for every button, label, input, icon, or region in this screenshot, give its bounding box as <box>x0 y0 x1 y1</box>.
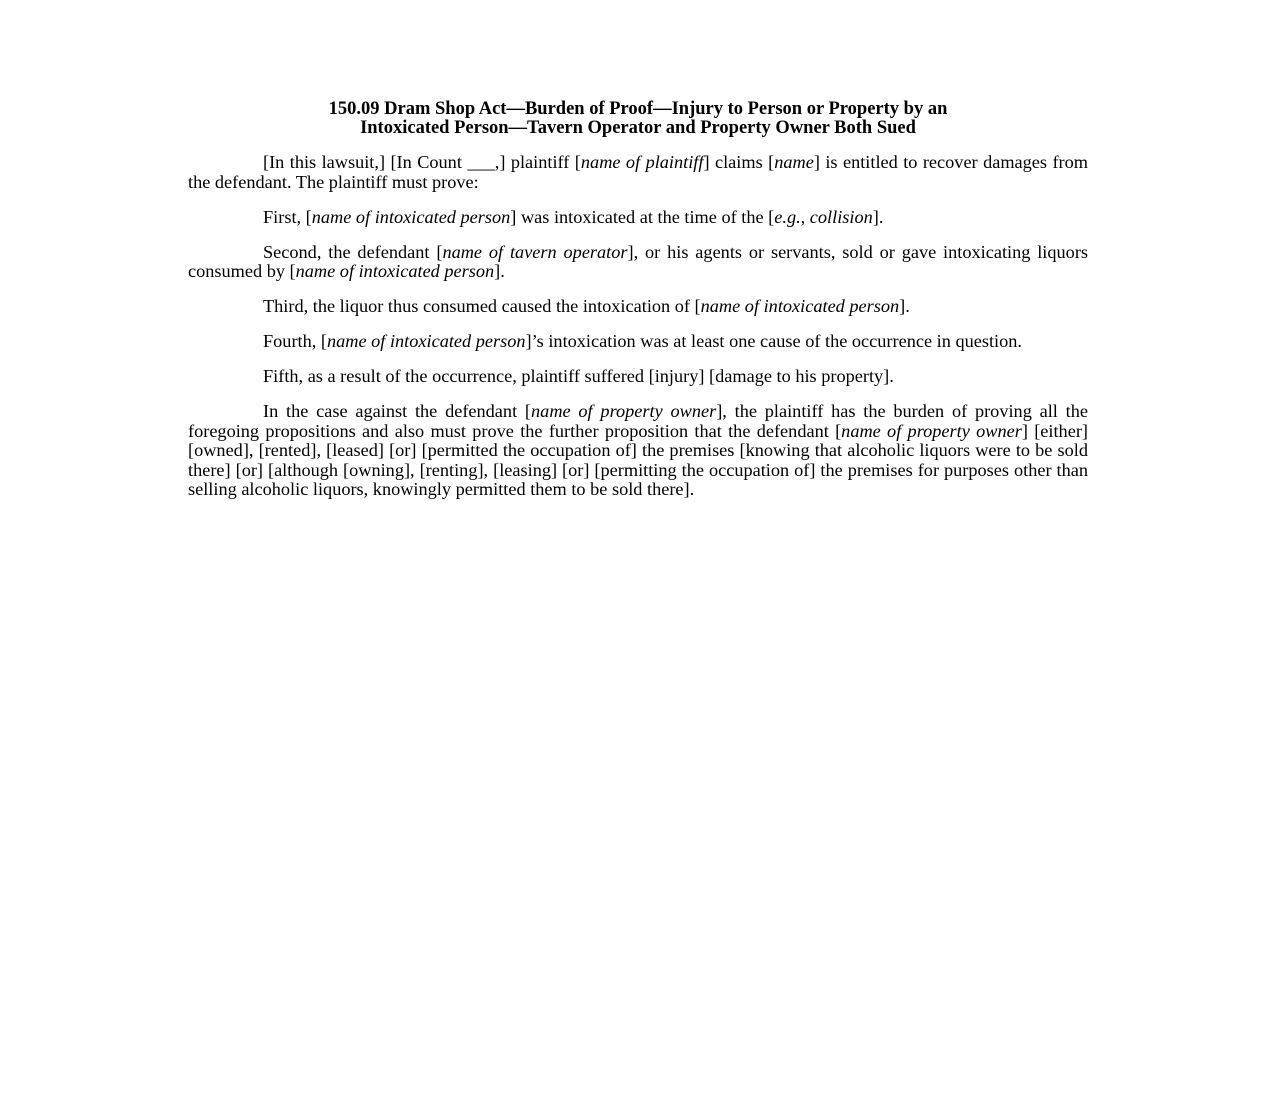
text: Fourth, [ <box>263 331 327 351</box>
text: [In this lawsuit,] [In Count ___,] plaintiff [ <box>263 152 581 172</box>
text: ] is entitled to recover damages from the defendant. The plaintiff must prove: <box>188 152 1088 192</box>
text: ] [either] [owned], [rented], [leased] [or] [permitted the occupation of] the premises [knowing that alcoholic liquors were to be sold there] [or] [although [owning], [renting], [leasing] [or] [permitting the occupation of] the premises for purposes other than selling alcoholic liquors, knowingly permitted them to be sold there]. <box>188 420 1088 499</box>
text: ], or his agents or servants, sold or gave intoxicating liquors consumed by [ <box>188 241 1089 281</box>
paragraph-second <box>188 243 1088 282</box>
title-line-1: 150.09 Dram Shop Act—Burden of Proof—Injury to Person or Property by an <box>328 99 948 119</box>
placeholder-text: name of intoxicated person <box>311 206 511 227</box>
paragraph-fourth <box>188 332 1088 352</box>
text: ], the plaintiff has the burden of proving all the foregoing propositions and also must prove the further proposition that the defendant [ <box>188 401 1089 441</box>
text: Fifth, as a result of the occurrence, plaintiff suffered [injury] [damage to his property]. <box>263 366 894 386</box>
paragraph-first <box>188 208 1088 228</box>
text: ]’s intoxication was at least one cause of the occurrence in question. <box>525 331 1022 351</box>
text: ]. <box>899 296 910 316</box>
document-page <box>188 100 1088 515</box>
text: Second, the defendant [ <box>263 241 443 262</box>
paragraph-property-owner <box>188 402 1088 500</box>
placeholder-text: name of intoxicated person <box>700 296 900 316</box>
placeholder-text: name <box>774 152 814 172</box>
text: First, [ <box>263 206 312 227</box>
placeholder-text: name of property owner <box>531 401 717 421</box>
text: ]. <box>872 206 884 227</box>
text: ] claims [ <box>703 152 775 172</box>
placeholder-text: e.g., collision <box>774 206 873 227</box>
title-line-2: Intoxicated Person—Tavern Operator and Property Owner Both Sued <box>360 118 916 138</box>
text: ]. <box>494 261 505 281</box>
placeholder-text: name of intoxicated person <box>295 261 495 281</box>
placeholder-text: name of property owner <box>841 420 1022 441</box>
placeholder-text: name of tavern operator <box>442 241 628 262</box>
paragraph-intro <box>188 153 1088 192</box>
placeholder-text: name of intoxicated person <box>326 331 526 351</box>
text: Third, the liquor thus consumed caused the intoxication of [ <box>263 296 701 316</box>
paragraph-fifth <box>188 367 1088 387</box>
text: ] was intoxicated at the time of the [ <box>510 206 775 227</box>
text: In the case against the defendant [ <box>263 401 532 421</box>
document-title <box>188 100 1088 138</box>
placeholder-text: name of plaintiff <box>580 152 704 172</box>
paragraph-third <box>188 297 1088 317</box>
